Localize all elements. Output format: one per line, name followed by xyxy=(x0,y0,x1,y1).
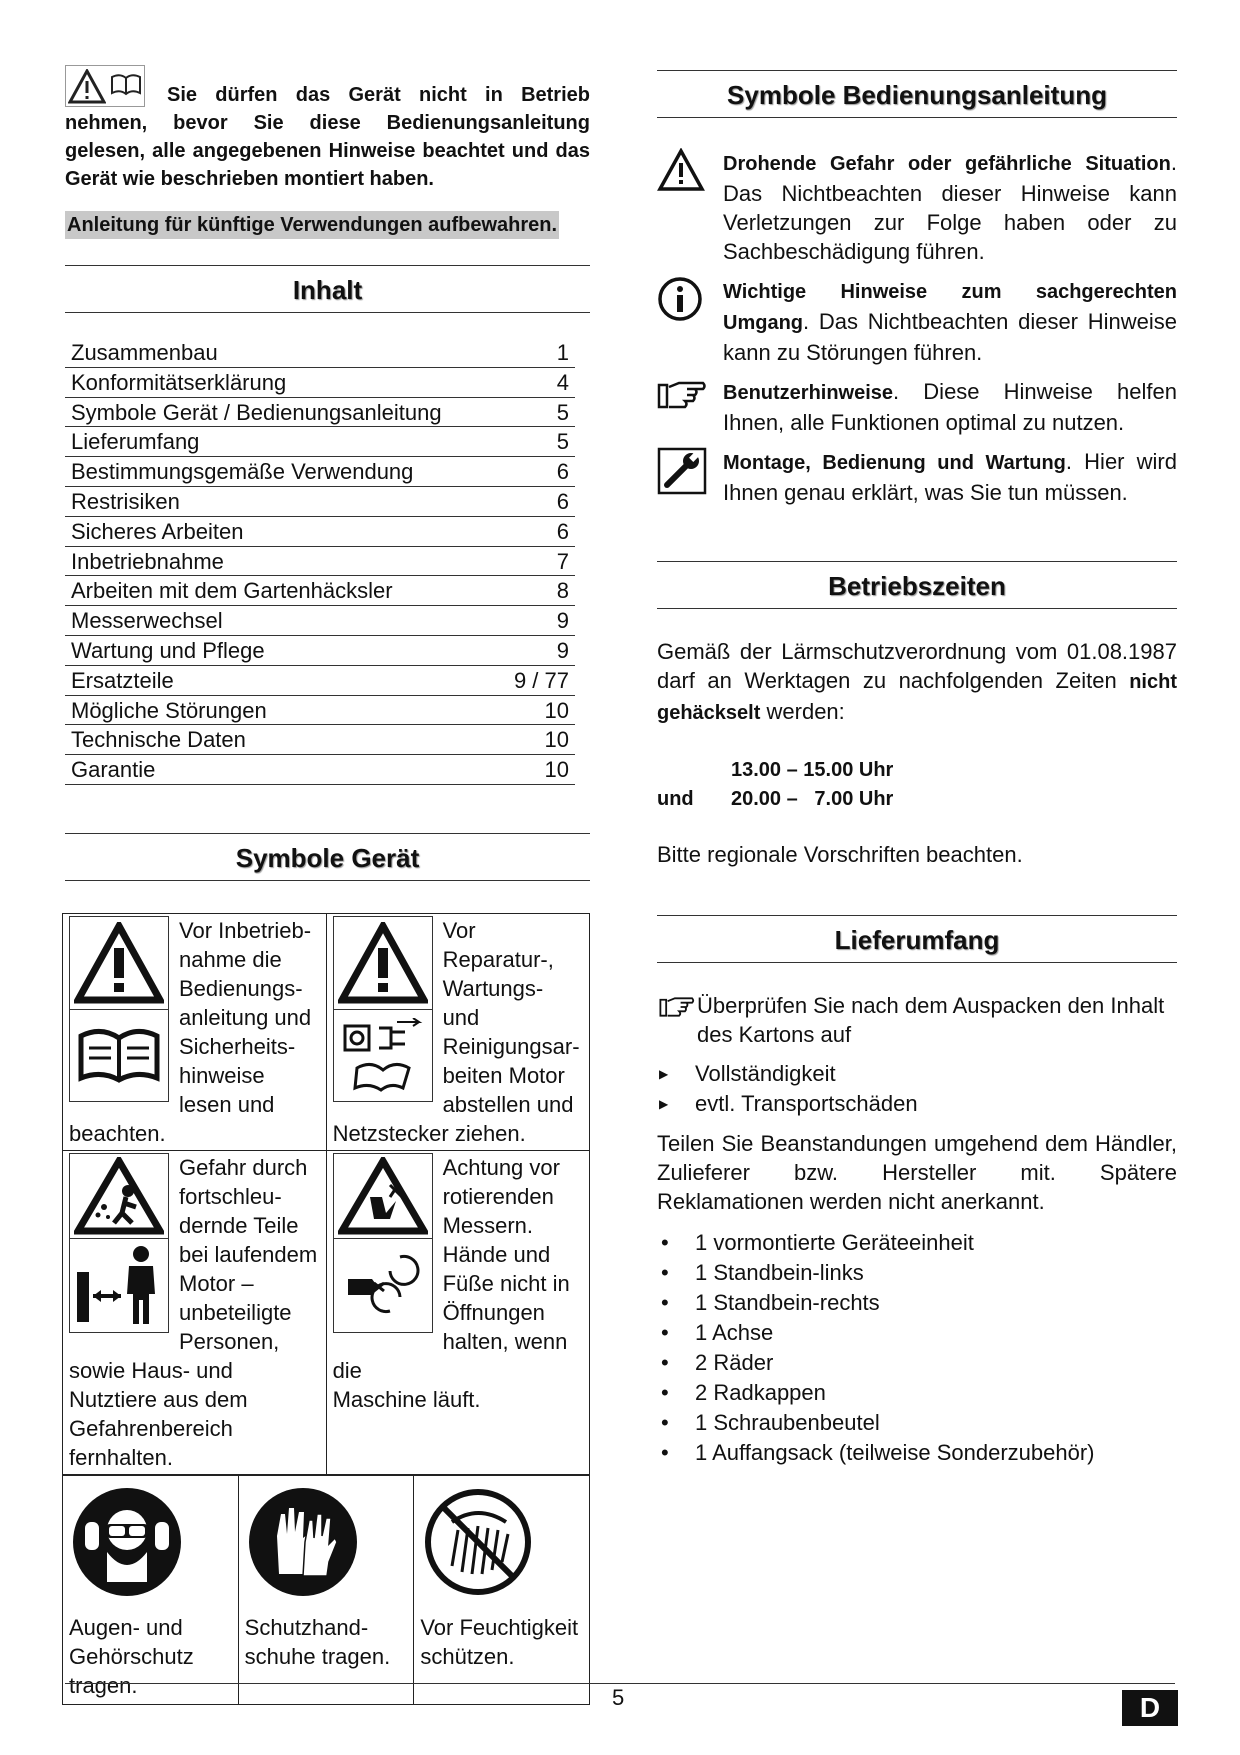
list-item: • 1 Achse xyxy=(657,1318,1177,1348)
and-label: und xyxy=(657,788,694,810)
toc-page: 6 xyxy=(556,459,569,485)
user-hint-bold: Benutzerhinweise xyxy=(723,382,894,404)
list-item: • 1 Schraubenbeutel xyxy=(657,1408,1177,1438)
read-manual-text: Vor Inbetrieb-nahme die Bedienungs-anleitung und Sicherheits-hinweise lesen und beachten. xyxy=(69,917,312,1146)
toc-row xyxy=(65,606,575,636)
list-item: • 1 Standbein-rechts xyxy=(657,1288,1177,1318)
operating-times-para-start: Gemäß der Lärmschutzverordnung vom 01.08.1987 darf an Werktagen zu nachfolgenden Zeiten xyxy=(657,639,1177,693)
toc-page: 10 xyxy=(544,697,569,723)
rotating-blade-warning-icon xyxy=(338,1157,428,1235)
toc-row xyxy=(65,427,575,457)
device-symbols-table xyxy=(62,913,590,1475)
list-item: • 1 Auffangsack (teilweise Sonderzubehör) xyxy=(657,1438,1177,1468)
list-item: ▶ Vollständigkeit xyxy=(657,1059,1177,1089)
time-2: 20.00 – 7.00 Uhr xyxy=(731,788,894,810)
complaint-note: Teilen Sie Beanstandungen umgehend dem Händler, Zulieferer bzw. Hersteller mit. Spätere Reklamationen werden nicht anerkannt. xyxy=(657,1131,1177,1214)
toc-page: 5 xyxy=(556,429,569,455)
keep-distance-icon xyxy=(73,1242,165,1328)
warning-triangle-icon xyxy=(657,148,705,192)
delivery-check-note xyxy=(657,991,1177,1049)
ppe-symbols-table xyxy=(62,1475,590,1705)
toc-row xyxy=(65,368,575,398)
toc-page: 7 xyxy=(556,548,569,574)
unplug-icon xyxy=(339,1018,427,1058)
operating-times-para-end: werden: xyxy=(760,699,845,724)
toc-label: Restrisiken xyxy=(71,488,180,514)
toc-page: 6 xyxy=(556,488,569,514)
toc-label: Garantie xyxy=(71,757,156,783)
eye-ear-protection-text: Augen- und Gehörschutz tragen. xyxy=(69,1614,194,1698)
toc-row xyxy=(65,576,575,606)
toc-row xyxy=(65,487,575,517)
wrench-icon xyxy=(657,447,707,495)
pointing-hand-icon xyxy=(657,377,707,413)
toc-page: 5 xyxy=(556,399,569,425)
gloves-cell xyxy=(238,1475,414,1704)
danger-symbol-row xyxy=(657,148,1177,266)
list-item: • 2 Räder xyxy=(657,1348,1177,1378)
info-bold: Wichtige Hinweise zum sachgerechten Umgang xyxy=(723,281,1177,334)
assembly-text: . Hier wird Ihnen genau erklärt, was Sie tun müssen. xyxy=(723,449,1177,505)
toc-row xyxy=(65,636,575,666)
toc-label: Wartung und Pflege xyxy=(71,637,265,663)
toc-row xyxy=(65,338,575,368)
keep-manual-note: Anleitung für künftige Verwendungen aufbewahren. xyxy=(65,211,559,239)
book-icon xyxy=(108,69,144,99)
check-list xyxy=(657,1059,1177,1119)
toc-label: Symbole Gerät / Bedienungsanleitung xyxy=(71,399,442,425)
intro-warning xyxy=(65,65,590,193)
operating-times-para-bold: nicht gehäckselt xyxy=(657,671,1177,724)
gloves-text: Schutzhand-schuhe tragen. xyxy=(244,1614,391,1669)
regional-note: Bitte regionale Vorschriften beachten. xyxy=(657,842,1023,867)
danger-text: . Das Nichtbeachten dieser Hinweise kann Verletzungen zur Folge haben oder zu Sachbeschädigung führen. xyxy=(723,150,1177,264)
rotating-knives-cell xyxy=(326,1150,589,1474)
rotating-knives-text-2: Maschine läuft. xyxy=(332,1386,481,1412)
flying-parts-text-2: sowie Haus- und Nutztiere aus dem Gefahrenbereich fernhalten. xyxy=(69,1357,248,1470)
toc-page: 6 xyxy=(556,518,569,544)
toc-row xyxy=(65,666,575,696)
toc-label: Messerwechsel xyxy=(71,608,223,634)
user-hint-symbol-row xyxy=(657,377,1177,437)
flying-parts-text: Gefahr durch fortschleu-dernde Teile bei laufendem Motor – unbeteiligte Personen, xyxy=(179,1154,318,1354)
device-symbols-title: Symbole Gerät xyxy=(65,833,590,881)
toc-page: 1 xyxy=(556,340,569,365)
warning-manual-icons xyxy=(65,65,145,107)
toc-page: 9 xyxy=(556,608,569,634)
toc-row xyxy=(65,457,575,487)
user-hint-text: . Diese Hinweise helfen Ihnen, alle Funktionen optimal zu nutzen. xyxy=(723,379,1177,435)
toc-page: 10 xyxy=(544,727,569,753)
toc-label: Konformitätserklärung xyxy=(71,369,287,395)
info-text: . Das Nichtbeachten dieser Hinweise kann zu Störungen führen. xyxy=(723,309,1177,365)
eye-ear-protection-icon xyxy=(71,1486,183,1598)
rotating-knives-text: Achtung vor rotierenden Messern. Hände und Füße nicht in Öffnungen halten, wenn die xyxy=(332,1154,570,1383)
info-symbol-row xyxy=(657,276,1177,367)
toc-page: 4 xyxy=(556,369,569,395)
read-manual-icon xyxy=(75,1022,163,1088)
eye-ear-protection-cell xyxy=(63,1475,239,1704)
toc-label: Technische Daten xyxy=(71,727,246,753)
right-column xyxy=(657,70,1177,1468)
assembly-bold: Montage, Bedienung und Wartung xyxy=(723,452,1066,474)
flying-parts-cell xyxy=(63,1150,327,1474)
left-column xyxy=(65,65,590,1705)
manual-icon xyxy=(353,1058,413,1092)
manual-symbols-list xyxy=(657,148,1177,507)
toc-title: Inhalt xyxy=(65,265,590,313)
flying-parts-warning-icon xyxy=(74,1157,164,1235)
toc-label: Mögliche Störungen xyxy=(71,697,267,723)
footer-rule xyxy=(65,1683,1175,1684)
toc-row xyxy=(65,696,575,726)
toc-page: 9 xyxy=(556,637,569,663)
operating-times-title: Betriebszeiten xyxy=(657,561,1177,609)
toc-row xyxy=(65,398,575,428)
danger-bold: Drohende Gefahr oder gefährliche Situation xyxy=(723,153,1171,175)
warning-triangle-icon xyxy=(74,922,164,1004)
toc-label: Ersatzteile xyxy=(71,667,174,693)
toc-page: 8 xyxy=(556,578,569,604)
moisture-cell xyxy=(414,1475,590,1704)
toc-label: Lieferumfang xyxy=(71,429,200,455)
warning-triangle-icon xyxy=(338,922,428,1004)
toc-label: Arbeiten mit dem Gartenhäcksler xyxy=(71,578,393,604)
toc-label: Inbetriebnahme xyxy=(71,548,224,574)
toc-row xyxy=(65,517,575,547)
delivery-title: Lieferumfang xyxy=(657,915,1177,963)
read-manual-cell xyxy=(63,913,327,1150)
toc-row xyxy=(65,547,575,577)
manual-symbols-title: Symbole Bedienungsanleitung xyxy=(657,70,1177,118)
list-item: • 2 Radkappen xyxy=(657,1378,1177,1408)
info-icon xyxy=(657,276,703,322)
moisture-text: Vor Feuchtigkeit schützen. xyxy=(420,1614,579,1669)
pointing-hand-icon xyxy=(657,994,697,1020)
gloves-icon xyxy=(247,1486,359,1598)
list-item: • 1 vormontierte Geräteeinheit xyxy=(657,1228,1177,1258)
unplug-text: Vor Reparatur-, Wartungs- und Reinigungsar-beiten Motor abstellen und Netzstecker ziehen. xyxy=(332,917,580,1146)
toc-page: 9 / 77 xyxy=(513,667,569,693)
intro-warning-text: Sie dürfen das Gerät nicht in Betrieb nehmen, bevor Sie diese Bedienungsanleitung gelesen, alle angegebenen Hinweise beachtet und das Gerät wie beschrieben montiert haben. xyxy=(65,84,590,190)
toc-page: 10 xyxy=(544,757,569,783)
unplug-cell xyxy=(326,913,589,1150)
page-number: 5 xyxy=(612,1685,625,1710)
time-1: 13.00 – 15.00 Uhr xyxy=(731,759,894,781)
toc-label: Bestimmungsgemäße Verwendung xyxy=(71,459,414,485)
list-item: ▶ evtl. Transportschäden xyxy=(657,1089,1177,1119)
toc-row xyxy=(65,755,575,785)
assembly-symbol-row xyxy=(657,447,1177,507)
delivery-items xyxy=(657,1228,1177,1468)
no-rain-icon xyxy=(422,1486,534,1598)
list-item: • 1 Standbein-links xyxy=(657,1258,1177,1288)
table-of-contents xyxy=(65,338,575,785)
rotating-knives-icon xyxy=(338,1245,428,1325)
delivery-check-text: Überprüfen Sie nach dem Auspacken den Inhalt des Kartons auf xyxy=(697,993,1165,1047)
operating-times-list xyxy=(657,756,1177,814)
warning-triangle-icon xyxy=(68,69,106,105)
toc-row xyxy=(65,725,575,755)
language-badge: D xyxy=(1122,1690,1178,1726)
toc-label: Zusammenbau xyxy=(71,340,218,365)
toc-label: Sicheres Arbeiten xyxy=(71,518,244,544)
operating-times-para xyxy=(657,637,1177,728)
